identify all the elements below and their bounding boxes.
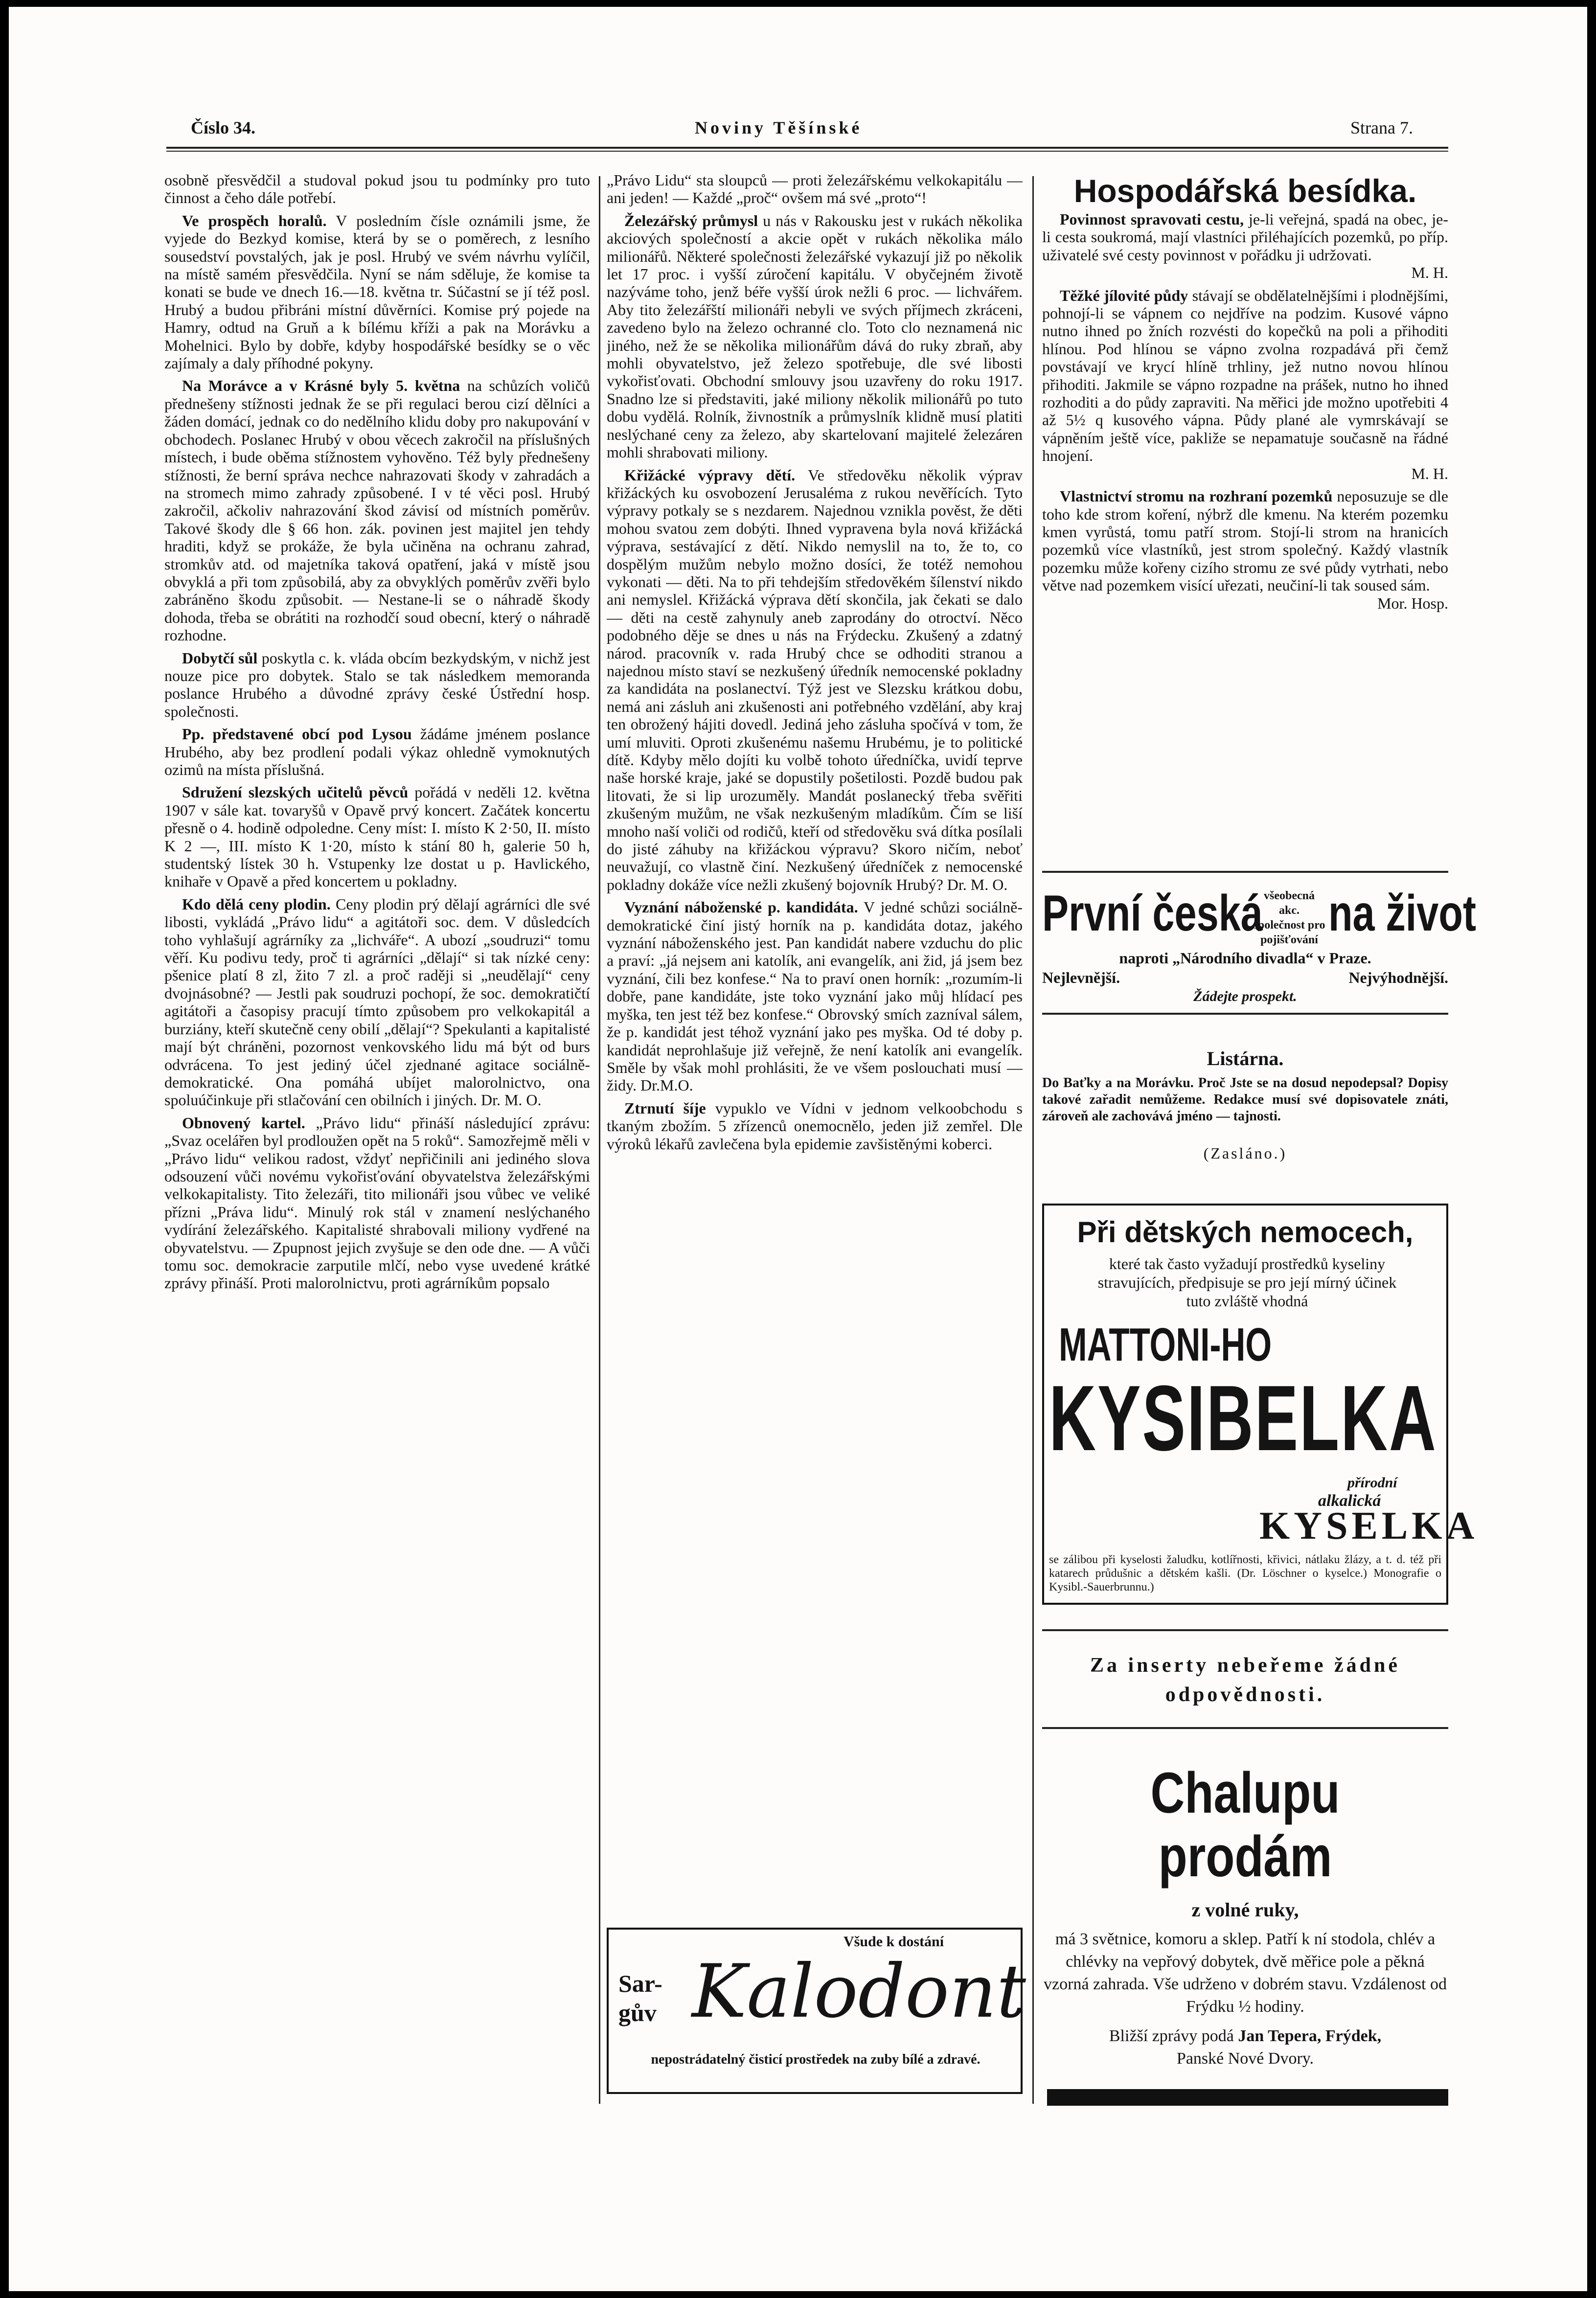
article-paragraph (607, 898, 1023, 1094)
column-3 (1042, 171, 1448, 617)
article-paragraph (607, 1099, 1023, 1153)
kalodont-ad (607, 1928, 1026, 2094)
insurance-part1: První česká (1042, 885, 1263, 942)
column-divider-2 (1032, 176, 1034, 2104)
article-column-2 (607, 171, 1023, 1884)
paper-title: Noviny Těšínské (695, 118, 863, 137)
article-text: vypuklo ve Vídni v jednom velkoobchodu s tkaným zbožím. 5 zřízenců onemocnělo, jeden již zemřel. Dle výroků lékařů zavlečena byla epidemie zavšistěnými koberci. (607, 1099, 1023, 1153)
zaslano: (Zasláno.) (1203, 1144, 1287, 1162)
article-text: Ve středověku několik výprav křižáckých ku osvobození Jerusaléma z rukou nevěřících. Tyto výpravy potkaly se s nezdarem. Najednou vznikla pověst, že děti mohou svatou zem dobýti. Ihned vypravena byla nová křižácká výprava, sestávající z dětí. Nikdo nemyslil na to, že to, co dospělým mužům nebylo možno dosíci, že totéž nemohou vykonati — děti. Na to při tehdejším středověkém šílenství nikdo ani nemyslel. Křižácká výprava dětí skončila, jak čekati se dalo — děti na cestě zahynuly aneb zaprodány do otroctví. Něco podobného děje se dnes u nás na Frýdecku. Zkušený a zdatný národ. pracovník v. rada Hrubý chce se odhoditi stranou a najednou místo staví se nezkušený úředník nemocenské pokladny za kandidáta na poslanectví. Týž jest ve Slezsku krátkou dobu, nemá ani zásluh ani zkušenosti ani potřebného vzdělání, aby kraj ten obrožený hájiti dovedl. Jediná jeho zásluha spočívá v tom, že umí mluviti. Oproti zkušenému našemu Hrubému, je to politické dítě. Kdyby mělo dojíti ku volbě tohoto úředníčka, uvidí teprve naše horské kraje, jaké se dopustily pošetilosti. Pozdě budou pak litovati, že si lip urozuměly. Mandát poslanecký třeba svěřiti zkušeným mužům, ne však nezkušeným mladíkům. Čím se liší mnoho naší voliči od rodičů, kteří od středověku svá dítka posílali do jisté záhuby na křižáckou výpravu? Skoro ničím, neboť neuvažují, co vlastně činí. Nezkušený úředníček z nemocenské pokladny dokáže více nežli zkušený bojovník Hrubý? Dr. M. O. (607, 466, 1023, 893)
article-text: stávají se obdělatelnějšími i plodnějšími, pohnojí-li se vápnem co nejdříve na podzim. Kusové vápno nutno ihned po žních rozvésti do kopečků na poli a přihoditi hlínou. Pod hlínou se vápno zvolna rozpadává při čemž povstávají ve krycí hlíně trhliny, jež nutno novou hlínou přihoditi. Jakmile se vápno rozpadne na prášek, nutno ho ihned rozhoditi a do půdy zapraviti. Na měřici jde možno upotřebiti 4 až 5½ q kusového vápna. Půdy plané ale vymrskávají se vápněním ještě více, pakliže se nepamatuje současně na řádné hnojení. (1042, 286, 1449, 465)
article-paragraph (607, 466, 1023, 894)
chalupa-title: Chalupu prodám (1150, 1761, 1340, 1889)
listarna-title: Listárna. (1207, 1047, 1284, 1069)
column-divider-1 (599, 176, 600, 2104)
header-rule-thin (166, 151, 1448, 152)
article-signature: M. H. (1411, 464, 1448, 482)
article-lead: Železářský průmysl (624, 211, 758, 229)
article-paragraph (164, 725, 590, 778)
insurance-best: Nejvýhodnější. (1348, 969, 1448, 986)
chalupa-contact-addr: Panské Nové Dvory. (1176, 2049, 1314, 2068)
article-paragraph (1042, 210, 1448, 282)
insurance-small-3: pojišťování (1260, 933, 1318, 946)
insurance-small-1: všeobecná akc. (1264, 889, 1315, 917)
article-text: poskytla c. k. vláda obcím bezkydským, v nichž jest nouze pice pro dobytek. Stalo se tak následkem memoranda poslance Hrubého a důvodné zprávy české Ústřední hosp. společnosti. (164, 649, 591, 720)
article-lead: Kdo dělá ceny plodin. (182, 895, 331, 913)
article-paragraph (1042, 487, 1448, 612)
bottom-bar (1047, 2089, 1448, 2106)
page-number: Strana 7. (1350, 118, 1413, 137)
article-text: pořádá v neděli 12. května 1907 v sále kat. tovaryšů v Opavě prvý koncert. Začátek koncertu přesně o 4. hodině odpoledne. Ceny míst: I. místo K 2·50, II. místo K 2 —, III. místo K 1·20, místo k stání 80 h, galerie 50 h, studentský lístek 30 h. Vstupenky lze dostat u p. Havlického, knihaře v Opavě a před koncertem u pokladny. (164, 783, 591, 890)
article-lead: Ztrnutí šíje (624, 1099, 706, 1117)
insurance-ad (1042, 871, 1476, 1018)
kysibelka-brand3: KYSELKA (1259, 1504, 1479, 1547)
article-paragraph (164, 171, 590, 207)
insurance-prospect: Žádejte prospekt. (1193, 988, 1297, 1004)
article-signature: M. H. (1411, 264, 1448, 282)
chalupa-body: má 3 světnice, komoru a sklep. Patří k ní stodola, chlév a chlévky na vepřový dobytek, dvě měřice pole a pěkná vzorná zahrada. Vše udrženo v dobrém stavu. Vzdálenost od Frýdku ½ hodiny. (1044, 1930, 1447, 2016)
article-lead: Povinnost spravovati cestu, (1060, 210, 1244, 228)
article-lead: Vlastnictví stromu na rozhraní pozemků (1060, 487, 1333, 505)
article-text: na schůzích voličů přednešeny stížnosti jednak že se při regulaci berou cizí dělníci a žáden domácí, jednak co do nedělního klidu doby pro nakupování v obchodech. Poslanec Hrubý v obou věcech zakročil na příslušných místech, i bude oběma stížnostem vyhověno. Též byly přednešeny stížnosti, že berní správa nechce nahrazovati škody v zahradách a na stromech mimo zahrady způsobené. I v té věci posl. Hrubý zakročil, ačkoliv nahrazování škod závisí od místních poměrův. Takové škody dle § 66 hon. zák. povinen jest majitel jen tehdy hraditi, když se prokáže, že byla učiněna na ochranu zahrad, stromkův atd. od majetníka taková opatření, jaká v místě jsou obvyklá a při tom způsobilá, aby za obvyklých poměrův zvěři bylo zabráněno škodu způsobit. — Nestane-li se o náhradě škody dohoda, třeba se obrátiti na rozhodčí soud obecní, který o náhradě rozhodne. (164, 377, 591, 644)
article-text: osobně přesvědčil a studoval pokud jsou tu podmínky pro tuto činnost a čeho dále potřebí. (164, 171, 590, 207)
inserty-line1: Za inserty nebeřeme žádné (1090, 1654, 1401, 1677)
kysibelka-ad (1042, 1204, 1479, 1605)
article-lead: Křižácké výpravy dětí. (624, 466, 796, 484)
kalodont-side-1: Sar- (618, 1970, 662, 1997)
article-lead: Ve prospěch horalů. (182, 211, 327, 229)
article-paragraph (164, 1114, 590, 1292)
article-text: u nás v Rakousku jest v rukách několika akciových společností a akcie opět v rukách několika málo milionářů. Některé společnosti železářské vykazují již po několik let 17 proc. i vyšší zúročení kapitálu. V obyčejném životě nazýváme toho, jenž béře vyšší úrok nežli 6 proc. — lichvářem. Aby tito železářští milionáři nebyli ve svých příjmech zkráceni, zavedeno bylo na železo ochranné clo. Toto clo neznamená nic jiného, než že se několika milionářům dává do ruky zbraň, aby mohli obyvatelstvo, jež železo spotřebuje, dle své libosti vykořisťovati. Obchodní smlouvy jsou uzavřeny do roku 1917. Snadno lze si představiti, jaké miliony několik milionářů po tuto dobu vydělá. Rolník, živnostník a průmyslník klidně musí platiti neslýchané ceny za železo, aby skartelovaní majitelé železáren mohli shrabovati miliony. (607, 211, 1023, 461)
article-paragraph (164, 783, 590, 890)
issue-number: Číslo 34. (191, 118, 256, 137)
besidka-items (1042, 210, 1448, 612)
inserty-line2: odpovědnosti. (1165, 1684, 1325, 1706)
insurance-address: naproti „Národního divadla“ v Praze. (1119, 949, 1371, 967)
article-lead: Na Morávce a v Krásné byly 5. května (182, 377, 460, 395)
chalupa-ad (1042, 1761, 1448, 2068)
article-column-1 (164, 171, 590, 1297)
article-signature: Mor. Hosp. (1377, 594, 1448, 612)
kalodont-side-2: gův (618, 1999, 657, 2026)
inserty-rule-bottom (1042, 1727, 1448, 1729)
kalodont-bottom: nepostrádatelný čisticí prostředek na zuby bílé a zdravé. (651, 2052, 980, 2067)
kysibelka-brand2: KYSIBELKA (1049, 1366, 1437, 1470)
article-text: neposuzuje se dle toho kde strom koření, nýbrž dle kmenu. Na kterém pozemku kmen vyrůstá, tomu patří strom. Stojí-li strom na hranicích pozemků více vlastníků, jest strom společný. Každý vlastník pozemku může kořeny cizího stromu ze své půdy vytrhati, nebo větve nad pozemkem visící uřezati, neučiní-li tak soused sám. (1042, 487, 1449, 594)
article-paragraph (164, 649, 590, 721)
article-lead: Těžké jílovité půdy (1060, 286, 1188, 304)
scan-border-top (0, 0, 1596, 7)
article-paragraph (1042, 287, 1448, 482)
kysibelka-brand1: MATTONI-HO (1059, 1319, 1272, 1371)
insurance-part2: na život (1328, 885, 1476, 942)
article-text: „Právo lidu“ přináší následující zprávu: „Svaz ocelářen byl prodloužen opět na 5 roků“. Samozřejmě měli v „Právo lidu“ velikou radost, vždyť nepřičinili ani jediného slova odsouzení vůči novému vykořisťování obyvatelstva železářskými velkokapitalisty. Tito železáři, tito milionáři jsou vůbec ve veliké přízni „Práva lidu“. Minulý rok stál v znamení neslýchaného vydírání železářského. Kapitalisté shrabovali miliony vydřené na obyvatelstvu. — Zpupnost jejich zvyšuje se den ode dne. — A vůči tomu soc. demokracie zarputile mlčí, nebo vyse uvedené krátké zprávy přináší. Proti malorolnictvu, proti agrárníkům popsalo (164, 1114, 591, 1292)
scan-border-right (1587, 0, 1596, 2298)
article-lead: Obnovený kartel. (182, 1114, 305, 1132)
chalupa-contact-prefix: Bližší zprávy podá (1109, 2027, 1234, 2045)
listarna (1042, 1047, 1448, 1162)
scan-border-bottom (0, 2291, 1596, 2298)
article-lead: Sdružení slezských učitelů pěvců (182, 783, 409, 801)
chalupa-contact-name: Jan Tepera, Frýdek, (1238, 2027, 1382, 2045)
insurance-small-2: společnost pro (1253, 919, 1325, 932)
article-paragraph (607, 212, 1023, 461)
article-text: „Právo Lidu“ sta sloupců — proti železářskému velkokapitálu — ani jeden! — Každé „proč“ ovšem má své „proto“! (607, 171, 1023, 207)
insurance-cheapest: Nejlevnější. (1042, 969, 1120, 986)
article-text: je-li veřejná, spadá na obec, je-li cesta soukromá, mají vlastníci přiléhajících pozemků, po příp. uživatelé své cesty povinnost v pořádku ji udržovati. (1042, 210, 1449, 264)
kysibelka-body: které tak často vyžadují prostředků kyseliny stravujících, předpisuje se pro její mírný účinek tuto zvláště vhodná (1097, 1255, 1397, 1310)
listarna-text: Do Baťky a na Morávku. Proč Jste se na dosud nepodepsal? Dopisy takové zařadit nemůžeme. Redakce musí své dopisovatele znáti, zároveň ale zachovává jméno — tajnosti. (1042, 1075, 1448, 1124)
scan-border-left (0, 0, 9, 2298)
article-paragraph (164, 212, 590, 372)
inserty-rule-top (1042, 1629, 1448, 1631)
header-rule (166, 147, 1448, 149)
kysibelka-headline: Při dětských nemocech, (1077, 1216, 1414, 1249)
article-lead: Pp. představené obcí pod Lysou (182, 725, 412, 743)
kalodont-brand: Kalodont (692, 1949, 1026, 2034)
article-text: žádáme jménem poslance Hrubého, aby bez prodlení podali výkaz ohledně vymoknutých ozimů na místa příslušná. (164, 725, 591, 778)
article-lead: Vyznání náboženské p. kandidáta. (624, 898, 858, 916)
article-text: V jedné schůzi sociálně-demokratické činí jistý horník na p. kandidáta dotaz, jakého vyznání náboženského jest. Pan kandidát nabere vzduchu do plic a praví: „já nejsem ani katolík, ani evangelík, ani žid, já jsem bez vyznání, čili bez konfese.“ Na to praví onen horník: „rozumím-li dobře, pane kandidáte, jste toko vyznání jako můj hlídací pes myška, ten jest též bez konfese.“ Obrovský smích zazníval sálem, že p. kandidát jest téhož vyznání jako pes myška. Od té doby p. kandidát neprohlašuje již veřejně, že není katolík ani evangelík. Směle by však mohl prohlásiti, že ve všem poslouchati musí — židy. Dr.M.O. (607, 898, 1023, 1094)
kysibelka-footer: se zálibou při kyselosti žaludku, kotlířnosti, křivici, nátlaku žlázy, a t. d. též při katarech průdušnic a dětském kašli. (Dr. Löschner o kyselce.) Monografie o Kysibl.-Sauerbrunnu.) (1049, 1553, 1441, 1593)
article-text: Ceny plodin prý dělají agrárníci dle své libosti, vykládá „Právo lidu“ a agitátoři soc. dem. V důsledcích toho vyhlašují agrárníky za „lichváře“. A ubozí „soudruzi“ tomu věří. Ku podivu tedy, proč ti agrárníci „dělají“ si tak nízké ceny: pšenice platí 8 zl, žito 7 zl. a proč raději si „neudělají“ ceny dvojnásobné? — Jestli pak soudruzi pochopí, že soc. demokratičtí agitátoři a časopisy pracují tímto způsobem pro velkokapitál a burziány, kteří skutečně ceny obilí „dělají“? Spekulanti a kapitalisté mají být chráněni, pozornost venkovského lidu má být od burs odvrácena. To jest jediný účel zjednané agitace sociálně-demokratické. Ona pomáhá ubíjet malorolnictvo, ona spoluúčinkuje při stlačování cen obilních i jiných. Dr. M. O. (164, 895, 591, 1109)
kalodont-top: Všude k dostání (844, 1934, 944, 1950)
article-lead: Dobytčí sůl (182, 649, 258, 667)
article-paragraph (607, 171, 1023, 207)
chalupa-sub: z volné ruky, (1191, 1899, 1299, 1921)
kysibelka-tag1: přírodní (1347, 1475, 1397, 1491)
kysibelka-tag2: alkalická (1318, 1492, 1381, 1510)
article-paragraph (164, 377, 590, 644)
besidka-title: Hospodářská besídka. (1073, 173, 1417, 209)
article-text: V posledním čísle oznámili jsme, že vyjede do Bezkyd komise, která by se o poměrech, z lesního sousedství povstalých, jak je posl. Hrubý ve svém návrhu vylíčil, na místě samém přesvědčila. Nyní se nám sděluje, že komise ta konati se bude ve dnech 16.—18. května tr. Súčastní se jí též posl. Hrubý a budou přibráni místní důvěrníci. Komise prý pojede na Hamry, odtud na Gruň a k bílému kříži a pak na Morávku a Mohelnici. Bylo by dobře, kdyby hospodářské besídky se o věc zajímaly a daly příhodné pokyny. (164, 211, 591, 372)
article-paragraph (164, 895, 590, 1109)
